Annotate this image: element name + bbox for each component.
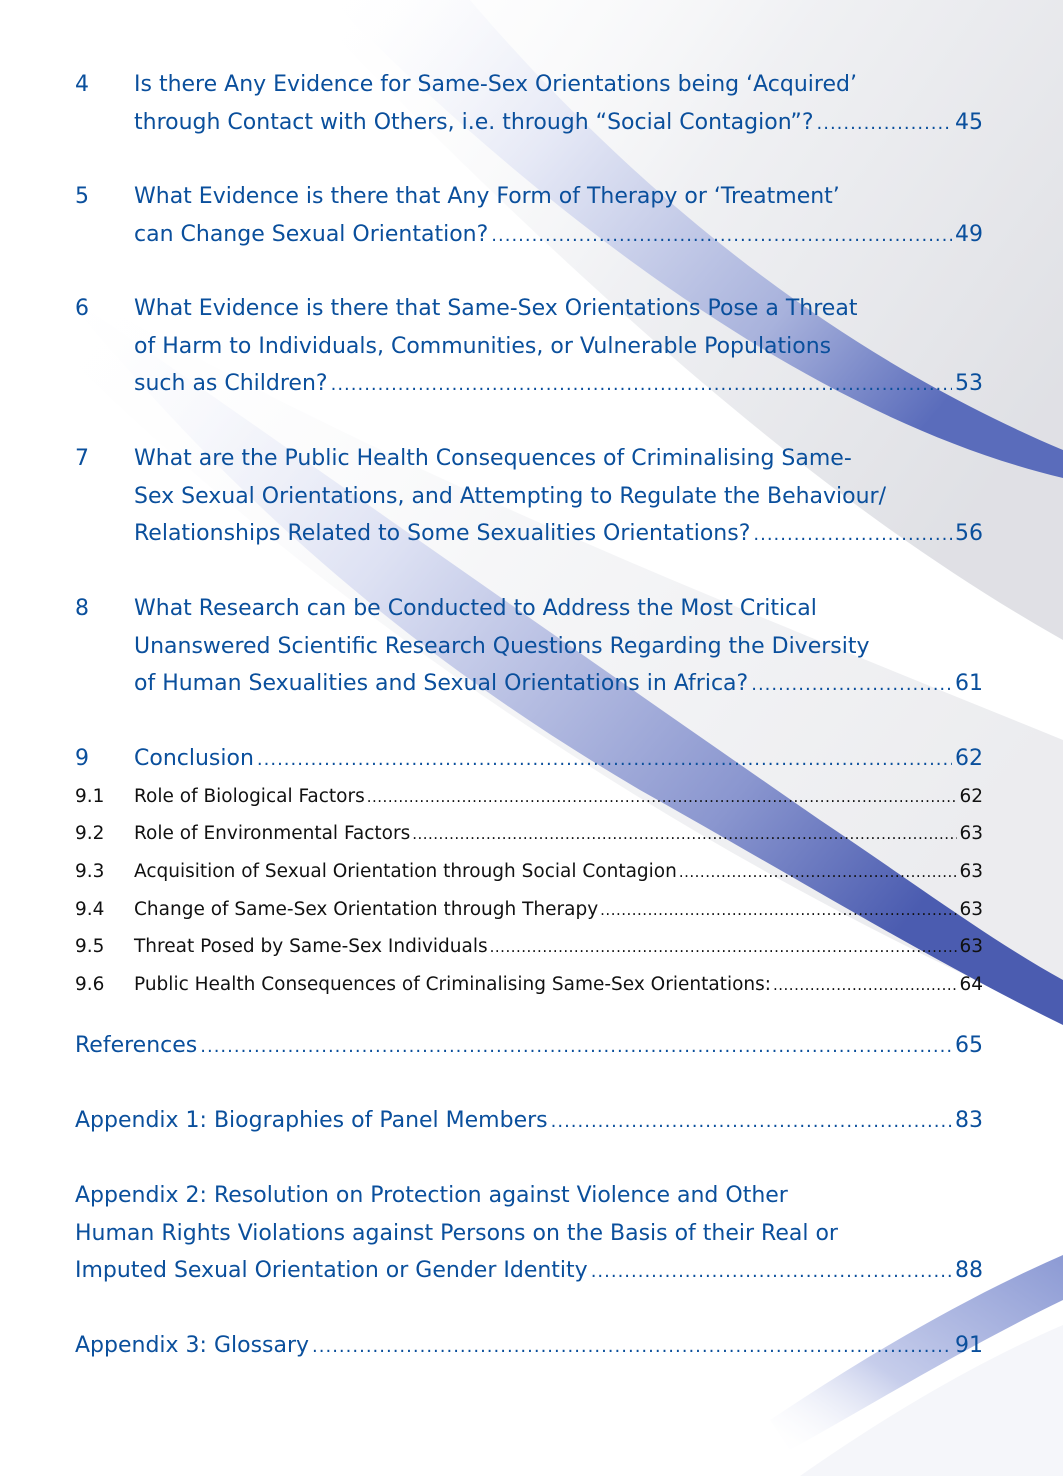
toc-entry-final-line [75,1327,983,1366]
toc-subentry-number: 9.3 [75,861,105,882]
dot-leader [257,741,952,779]
toc-entry-title-line: What Evidence is there that Same-Sex Orientations Pose a Threat [134,296,858,321]
toc-entry-number: 7 [75,446,89,471]
dot-leader [753,516,952,554]
toc-entry-title-end: References [75,1033,198,1058]
toc-page-number: 45 [955,109,983,135]
dot-leader [679,854,958,892]
toc-page-number: 63 [959,823,983,844]
toc-entry-appendix-1[interactable] [75,1102,983,1141]
toc-entry-4[interactable] [75,66,983,142]
toc-subentry-9-6[interactable] [75,966,983,1005]
toc-page-number: 88 [955,1258,983,1283]
toc-subentry-title: Acquisition of Sexual Orientation through Social Contagion [134,861,677,882]
toc-entry-final-line [75,1252,983,1291]
toc-entry-title-line: What are the Public Health Consequences of Criminalising Same- [134,446,852,471]
dot-leader [591,1253,952,1291]
toc-subentry-9-5[interactable] [75,928,983,967]
toc-entry-number: 9 [75,746,89,771]
toc-entry-number: 8 [75,596,89,621]
dot-leader [817,105,952,143]
dot-leader [367,779,958,817]
dot-leader [600,892,957,930]
toc-entry-title-line: Appendix 2: Resolution on Protection against Violence and Other [75,1183,788,1208]
toc-page-number: 56 [955,521,983,546]
toc-entry-final-line [134,104,983,143]
toc-subentry-number: 9.2 [75,823,105,844]
toc-subentry-title: Public Health Consequences of Criminalising Same-Sex Orientations: [134,974,771,995]
toc-entry-title-end: Appendix 3: Glossary [75,1333,310,1358]
toc-page-number: 91 [955,1333,983,1358]
toc-entry-title-end: through Contact with Others, i.e. through “Social Contagion”? [134,109,814,135]
toc-subentry-number: 9.1 [75,786,105,807]
toc-entry-title-end: Conclusion [134,746,254,771]
toc-entry-9[interactable] [75,740,983,779]
toc-entry-final-line [134,365,983,404]
toc-subentry-title: Role of Biological Factors [134,786,365,807]
toc-subentry-9-4[interactable] [75,891,983,930]
toc-page-number: 83 [955,1108,983,1133]
toc-entry-title-line: Sex Sexual Orientations, and Attempting to Regulate the Behaviour/ [134,483,887,509]
toc-entry-title-end: of Human Sexualities and Sexual Orientations in Africa? [134,671,749,696]
toc-page-number: 62 [955,746,983,771]
toc-subentry-number: 9.5 [75,936,105,957]
toc-entry-title-line: Unanswered Scientific Research Questions Regarding the Diversity [134,633,870,659]
dot-leader [312,1328,952,1366]
toc-entry-title-line: Is there Any Evidence for Same-Sex Orientations being ‘Acquired’ [134,72,857,97]
toc-entry-number: 6 [75,296,89,321]
toc-subentry-9-3[interactable] [75,853,983,892]
toc-entry-6[interactable] [75,290,983,404]
toc-page-number: 53 [955,371,983,396]
toc-page-number: 62 [959,786,983,807]
dot-leader [490,929,958,967]
toc-entry-title-line: Human Rights Violations against Persons on the Basis of their Real or [75,1220,838,1246]
toc-subentry-title: Role of Environmental Factors [134,823,411,844]
toc-entry-title-end: such as Children? [134,371,328,396]
toc-entry-final-line [75,1102,983,1141]
toc-entry-appendix-3[interactable] [75,1327,983,1366]
dot-leader [412,816,957,854]
dot-leader [200,1028,952,1066]
toc-page-number: 61 [955,671,983,696]
toc-entry-number: 4 [75,72,89,97]
toc-entry-appendix-2[interactable] [75,1177,983,1291]
toc-entry-7[interactable] [75,440,983,554]
toc-subentry-title: Change of Same-Sex Orientation through Therapy [134,899,599,920]
toc-entry-final-line [134,216,983,255]
dot-leader [751,666,952,704]
toc-entry-final-line [134,740,983,779]
toc-subentry-9-1[interactable] [75,778,983,817]
toc-entry-final-line [134,515,983,554]
toc-entry-5[interactable] [75,178,983,254]
toc-entry-title-line: What Research can be Conducted to Address the Most Critical [134,596,817,621]
toc-entry-references[interactable] [75,1027,983,1066]
dot-leader [331,366,952,404]
toc-page-number: 63 [959,861,983,882]
toc-entry-final-line [134,665,983,704]
toc-page-number: 65 [955,1033,983,1058]
toc-page-number: 63 [959,899,983,920]
toc-entry-title-line: of Harm to Individuals, Communities, or Vulnerable Populations [134,333,832,359]
toc-entry-title-end: Appendix 1: Biographies of Panel Members [75,1108,548,1133]
dot-leader [491,217,952,255]
toc-entry-final-line [75,1027,983,1066]
toc-page-number: 64 [959,974,983,995]
dot-leader [551,1103,952,1141]
toc-entry-title-end: Imputed Sexual Orientation or Gender Identity [75,1258,588,1283]
toc-entry-title-end: Relationships Related to Some Sexualities Orientations? [134,521,751,546]
toc-page-number: 49 [955,221,983,247]
toc-entry-number: 5 [75,184,89,209]
toc-page-number: 63 [959,936,983,957]
dot-leader [773,967,957,1005]
toc-entry-8[interactable] [75,590,983,704]
toc-subentry-number: 9.4 [75,899,105,920]
toc-entry-title-end: can Change Sexual Orientation? [134,221,489,247]
toc-subentry-9-2[interactable] [75,815,983,854]
toc-entry-title-line: What Evidence is there that Any Form of Therapy or ‘Treatment’ [134,184,840,209]
toc-subentry-number: 9.6 [75,974,105,995]
toc-subentry-title: Threat Posed by Same-Sex Individuals [134,936,488,957]
